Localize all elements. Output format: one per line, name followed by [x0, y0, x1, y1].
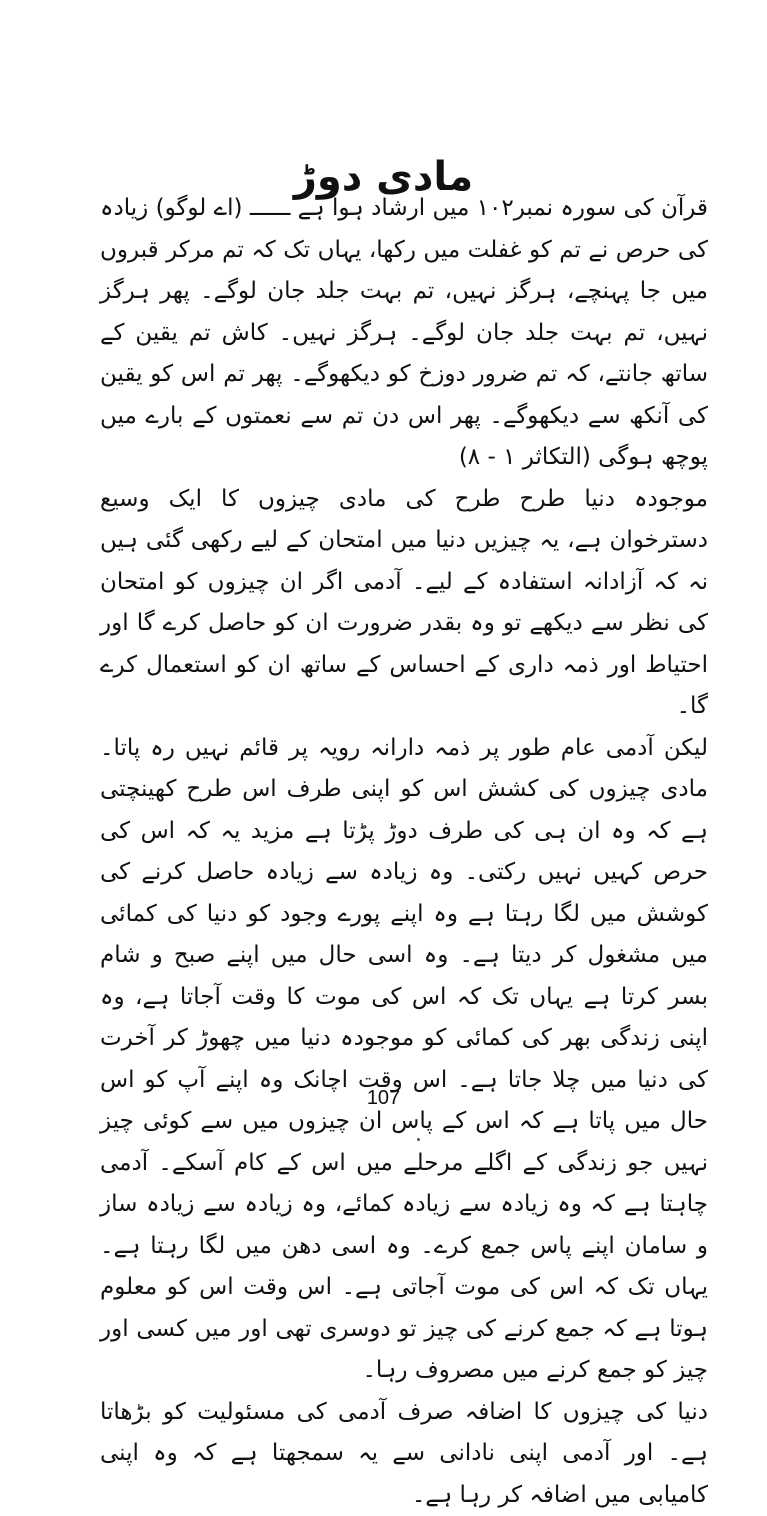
paragraph-quran-verse: قرآن کی سورہ نمبر۱۰۲ میں ارشاد ہوا ہے ــــــ (اے لوگو) زیادہ کی حرص نے تم کو غفلت میں رکھا، یہاں تک کہ تم مرکر قبروں میں جا پہنچے، ہرگز نہیں، تم بہت جلد جان لوگے۔ پھر ہرگز نہیں، تم بہت جلد جان لوگے۔ ہرگز نہیں۔ کاش تم یقین کے ساتھ جانتے، کہ تم ضرور دوزخ کو دیکھوگے۔ پھر تم اس کو یقین کی آنکھ سے دیکھوگے۔ پھر اس دن تم سے نعمتوں کے بارے میں پوچھ ہوگی (التکاثر ۱ - ۸)	[100, 188, 708, 479]
page-number: 107	[0, 1084, 767, 1112]
chapter-title: مادی دوڑ	[0, 147, 767, 207]
scan-speck	[417, 1138, 420, 1141]
paragraph-material-race: لیکن آدمی عام طور پر ذمہ دارانہ رویہ پر قائم نہیں رہ پاتا۔ مادی چیزوں کی کشش اس کو اپنی طرف اس طرح کھینچتی ہے کہ وہ ان ہی کی طرف دوڑ پڑتا ہے مزید یہ کہ اس کی حرص کہیں نہیں رکتی۔ وہ زیادہ سے زیادہ حاصل کرنے کی کوشش میں لگا رہتا ہے وہ اپنے پورے وجود کو دنیا کی کمائی میں مشغول کر دیتا ہے۔ وہ اسی حال میں اپنے صبح و شام بسر کرتا ہے یہاں تک کہ اس کی موت کا وقت آجاتا ہے، وہ اپنی زندگی بھر کی کمائی کو موجودہ دنیا میں چھوڑ کر آخرت کی دنیا میں چلا جاتا ہے۔ اس وقت اچانک وہ اپنے آپ کو اس حال میں پاتا ہے کہ اس کے پاس ان چیزوں میں سے کوئی چیز نہیں جو زندگی کے اگلے مرحلے میں اس کے کام آسکے۔ آدمی چاہتا ہے کہ وہ زیادہ سے زیادہ کمائے، وہ زیادہ سے زیادہ ساز و سامان اپنے پاس جمع کرے۔ وہ اسی دھن میں لگا رہتا ہے۔ یہاں تک کہ اس کی موت آجاتی ہے۔ اس وقت اس کو معلوم ہوتا ہے کہ جمع کرنے کی چیز تو دوسری تھی اور میں کسی اور چیز کو جمع کرنے میں مصروف رہا۔	[100, 728, 708, 1392]
paragraph-world-test: موجودہ دنیا طرح طرح کی مادی چیزوں کا ایک وسیع دسترخوان ہے، یہ چیزیں دنیا میں امتحان کے لیے رکھی گئی ہیں نہ کہ آزادانہ استفادہ کے لیے۔ آدمی اگر ان چیزوں کو امتحان کی نظر سے دیکھے تو وہ بقدر ضرورت ان کو حاصل کرے گا اور احتیاط اور ذمہ داری کے احساس کے ساتھ ان کو استعمال کرے گا۔	[100, 479, 708, 728]
body-text	[100, 188, 708, 1516]
paragraph-conclusion: دنیا کی چیزوں کا اضافہ صرف آدمی کی مسئولیت کو بڑھاتا ہے۔ اور آدمی اپنی نادانی سے یہ سمجھتا ہے کہ وہ اپنی کامیابی میں اضافہ کر رہا ہے۔	[100, 1392, 708, 1516]
